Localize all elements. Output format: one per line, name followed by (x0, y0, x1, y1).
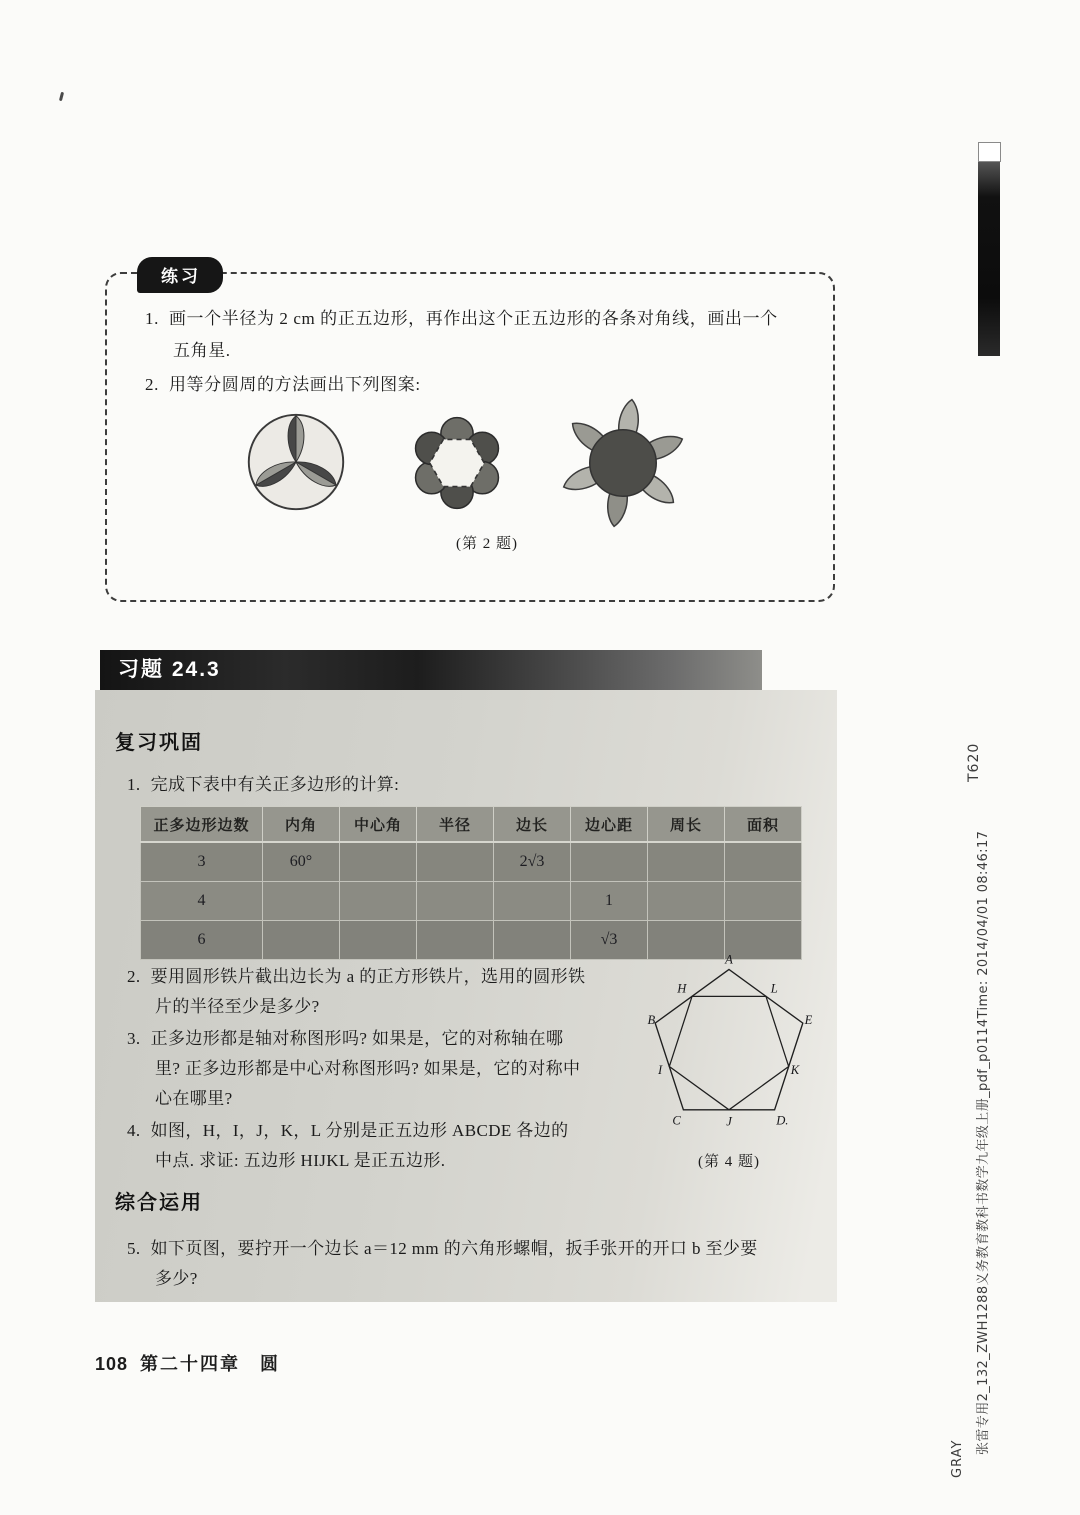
table-row (141, 842, 802, 882)
pattern-figure-three-blades (243, 406, 349, 518)
label-L: L (770, 981, 778, 996)
pattern-figure-dark-center-flower (555, 392, 691, 534)
table-cell: 3 (141, 842, 263, 882)
table-cell: 60° (263, 842, 340, 882)
problem-5-line-1 (127, 1234, 758, 1259)
table-header-cell: 周长 (648, 807, 725, 843)
problem-3-line-1 (127, 1024, 563, 1049)
table-cell (340, 842, 417, 882)
label-K: K (790, 1063, 800, 1078)
practice-item-1-line-1 (145, 304, 778, 329)
practice-box (105, 267, 835, 602)
page-footer (95, 1350, 280, 1376)
table-cell (648, 882, 725, 921)
table-cell (340, 921, 417, 960)
scan-white-tab (978, 142, 1001, 162)
chapter-title: 第二十四章 圆 (140, 1354, 281, 1374)
problem-4-text: 如图，H，I，J，K，L 分别是正五边形 ABCDE 各边的 (150, 1121, 569, 1140)
label-J: J (726, 1114, 732, 1129)
table-cell (340, 882, 417, 921)
polygon-table (140, 806, 802, 960)
label-D: D. (776, 1113, 789, 1128)
table-cell (263, 882, 340, 921)
table-cell (571, 842, 648, 882)
problem-4-line-1 (127, 1116, 569, 1141)
pattern-figure-hexagon-flower (399, 402, 515, 524)
figure-pentagon-midpoints (646, 952, 812, 1146)
table-header-cell: 边心距 (571, 807, 648, 843)
table-cell (725, 842, 802, 882)
problem-4-number: 4. (127, 1121, 141, 1140)
problem-3-number: 3. (127, 1029, 141, 1048)
problem-5-line-2: 多少? (155, 1269, 198, 1288)
section-heading-review: 复习巩固 (115, 732, 203, 754)
table-cell (263, 921, 340, 960)
scan-black-bar (978, 162, 1000, 356)
practice-figure-caption: (第 2 题) (456, 536, 518, 552)
table-header-cell: 正多边形边数 (141, 807, 263, 843)
practice-item-2-line-1 (145, 370, 421, 395)
table-cell: √3 (571, 921, 648, 960)
problem-5-number: 5. (127, 1239, 141, 1258)
label-E: E (804, 1012, 812, 1027)
table-row (141, 882, 802, 921)
figure4-caption: (第 4 题) (698, 1154, 760, 1170)
problem-1 (127, 770, 399, 795)
practice-item-1-line-2: 五角星. (173, 341, 231, 360)
problem-4-line-2: 中点. 求证: 五边形 HIJKL 是正五边形. (155, 1151, 446, 1170)
exercise-header-bar: 习题 24.3 (100, 650, 762, 690)
table-cell (417, 882, 494, 921)
table-cell: 1 (571, 882, 648, 921)
problem-1-number: 1. (127, 775, 141, 794)
practice-badge: 练习 (137, 257, 223, 293)
table-cell: 6 (141, 921, 263, 960)
gray-label: GRAY (950, 1439, 965, 1478)
table-header-cell: 半径 (417, 807, 494, 843)
scan-speck (59, 92, 64, 101)
practice-item-2-text: 用等分圆周的方法画出下列图案: (168, 375, 421, 394)
table-cell (494, 882, 571, 921)
page-number: 108 (95, 1354, 129, 1374)
watermark-text: 张雷专用2_132_ZWH1288义务教育教科书数学九年级上册_pdf_p0114Time: 2014/04/01 08:46:17 (976, 830, 991, 1455)
table-header-cell: 面积 (725, 807, 802, 843)
problem-2-line-2: 片的半径至少是多少? (155, 997, 320, 1016)
label-I: I (658, 1063, 663, 1078)
problem-3-line-2: 里? 正多边形都是中心对称图形吗? 如果是，它的对称中 (155, 1059, 581, 1078)
table-header-cell: 内角 (263, 807, 340, 843)
section-heading-comprehensive: 综合运用 (115, 1192, 203, 1214)
pattern3-center-circle (590, 430, 656, 496)
table-cell (725, 882, 802, 921)
practice-item-1-text: 画一个半径为 2 cm 的正五边形，再作出这个正五边形的各条对角线，画出一个 (168, 309, 778, 328)
label-B: B (647, 1012, 656, 1027)
table-cell (648, 842, 725, 882)
table-header-row (141, 807, 802, 843)
problem-2-text: 要用圆形铁片截出边长为 a 的正方形铁片，选用的圆形铁 (150, 967, 586, 986)
problem-1-text: 完成下表中有关正多边形的计算: (150, 775, 400, 794)
inner-pentagon (669, 996, 788, 1109)
label-A: A (725, 952, 733, 967)
table-cell (494, 921, 571, 960)
table-cell: 4 (141, 882, 263, 921)
problem-2-number: 2. (127, 967, 141, 986)
table-header-cell: 边长 (494, 807, 571, 843)
margin-code: T620 (966, 742, 982, 782)
problem-2-line-1 (127, 962, 585, 987)
table-header-cell: 中心角 (340, 807, 417, 843)
problem-5-text: 如下页图，要拧开一个边长 a＝12 mm 的六角形螺帽，扳手张开的开口 b 至少要 (150, 1239, 758, 1258)
table-cell (417, 921, 494, 960)
practice-item-2-number: 2. (145, 375, 159, 394)
practice-item-1-number: 1. (145, 309, 159, 328)
problem-3-text: 正多边形都是轴对称图形吗? 如果是，它的对称轴在哪 (150, 1029, 564, 1048)
problem-3-line-3: 心在哪里? (155, 1089, 233, 1108)
table-cell (417, 842, 494, 882)
table-cell: 2√3 (494, 842, 571, 882)
label-H: H (677, 981, 687, 996)
label-C: C (672, 1113, 681, 1128)
